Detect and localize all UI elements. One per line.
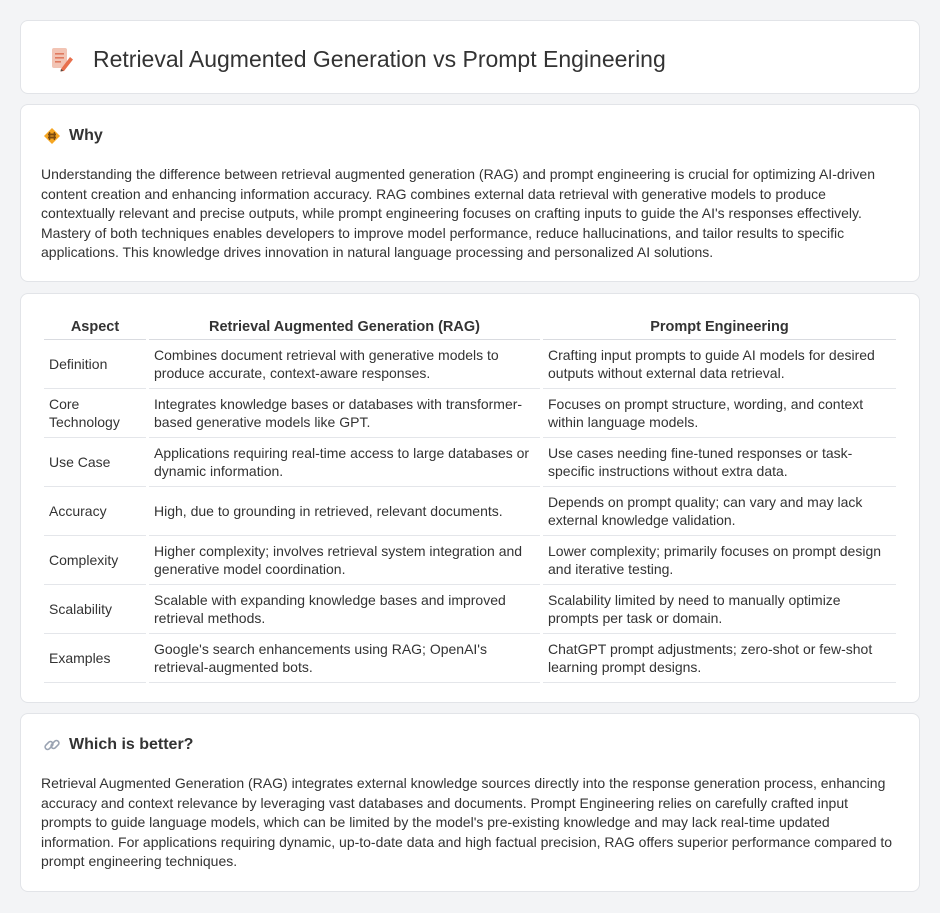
- column-header-prompt-engineering: Prompt Engineering: [543, 314, 896, 340]
- better-body: Retrieval Augmented Generation (RAG) integrates external knowledge sources directly into the response generation process, enhancing accuracy and context relevance by leveraging vast databases and documents. Prompt Engineering relies on carefully crafted input prompts to guide language models, which can be limited by the model's pre-existing knowledge and may lack real-time updated information. For applications requiring dynamic, up-to-date data and high factual precision, RAG offers superior performance compared to prompt engineering techniques.: [41, 775, 893, 870]
- table-row: [44, 340, 896, 389]
- table-row: [44, 634, 896, 683]
- why-heading: [43, 127, 103, 145]
- why-body: Understanding the difference between retrieval augmented generation (RAG) and prompt engineering is crucial for optimizing AI-driven content creation and enhancing information accuracy. RAG combines external data retrieval with generative models to produce contextually relevant and precise outputs, while prompt engineering focuses on crafting inputs to guide the AI's responses effectively. Mastery of both techniques enables developers to improve model performance, reduce hallucinations, and tailor results to specific applications. This knowledge drives innovation in natural language processing and personalized AI solutions.: [41, 166, 875, 261]
- why-section: [20, 104, 920, 282]
- rag-cell: Scalable with expanding knowledge bases and improved retrieval methods.: [149, 585, 540, 634]
- better-heading: [43, 736, 193, 754]
- prompt-cell: Use cases needing fine-tuned responses or task-specific instructions without extra data.: [543, 438, 896, 487]
- link-icon: [43, 736, 61, 754]
- aspect-cell: Definition: [44, 340, 146, 389]
- prompt-cell: Scalability limited by need to manually optimize prompts per task or domain.: [543, 585, 896, 634]
- rag-cell: Higher complexity; involves retrieval system integration and generative model coordination.: [149, 536, 540, 585]
- table-row: [44, 487, 896, 536]
- rag-cell: Integrates knowledge bases or databases with transformer-based generative models like GPT.: [149, 389, 540, 438]
- table-row: [44, 585, 896, 634]
- aspect-cell: Core Technology: [44, 389, 146, 438]
- column-header-aspect: Aspect: [44, 314, 146, 340]
- rag-cell: High, due to grounding in retrieved, relevant documents.: [149, 487, 540, 536]
- table-row: [44, 438, 896, 487]
- rag-cell: Google's search enhancements using RAG; OpenAI's retrieval-augmented bots.: [149, 634, 540, 683]
- table-header-row: [44, 314, 896, 340]
- page-title: Retrieval Augmented Generation vs Prompt Engineering: [93, 45, 666, 72]
- table-row: [44, 536, 896, 585]
- title-card: [20, 20, 920, 94]
- prompt-cell: Lower complexity; primarily focuses on prompt design and iterative testing.: [543, 536, 896, 585]
- sign-icon: [43, 127, 61, 145]
- rag-cell: Combines document retrieval with generative models to produce accurate, context-aware responses.: [149, 340, 540, 389]
- aspect-cell: Use Case: [44, 438, 146, 487]
- prompt-cell: Depends on prompt quality; can vary and may lack external knowledge validation.: [543, 487, 896, 536]
- rag-cell: Applications requiring real-time access to large databases or dynamic information.: [149, 438, 540, 487]
- comparison-section: [20, 293, 920, 703]
- prompt-cell: ChatGPT prompt adjustments; zero-shot or few-shot learning prompt designs.: [543, 634, 896, 683]
- why-title: Why: [69, 127, 103, 144]
- which-better-section: [20, 713, 920, 892]
- prompt-cell: Crafting input prompts to guide AI models for desired outputs without external data retrieval.: [543, 340, 896, 389]
- table-row: [44, 389, 896, 438]
- prompt-cell: Focuses on prompt structure, wording, and context within language models.: [543, 389, 896, 438]
- aspect-cell: Examples: [44, 634, 146, 683]
- document-pencil-icon: [47, 45, 75, 73]
- title-row: [47, 45, 666, 73]
- column-header-rag: Retrieval Augmented Generation (RAG): [149, 314, 540, 340]
- aspect-cell: Accuracy: [44, 487, 146, 536]
- comparison-table: [41, 314, 899, 683]
- better-title: Which is better?: [69, 736, 194, 753]
- aspect-cell: Complexity: [44, 536, 146, 585]
- aspect-cell: Scalability: [44, 585, 146, 634]
